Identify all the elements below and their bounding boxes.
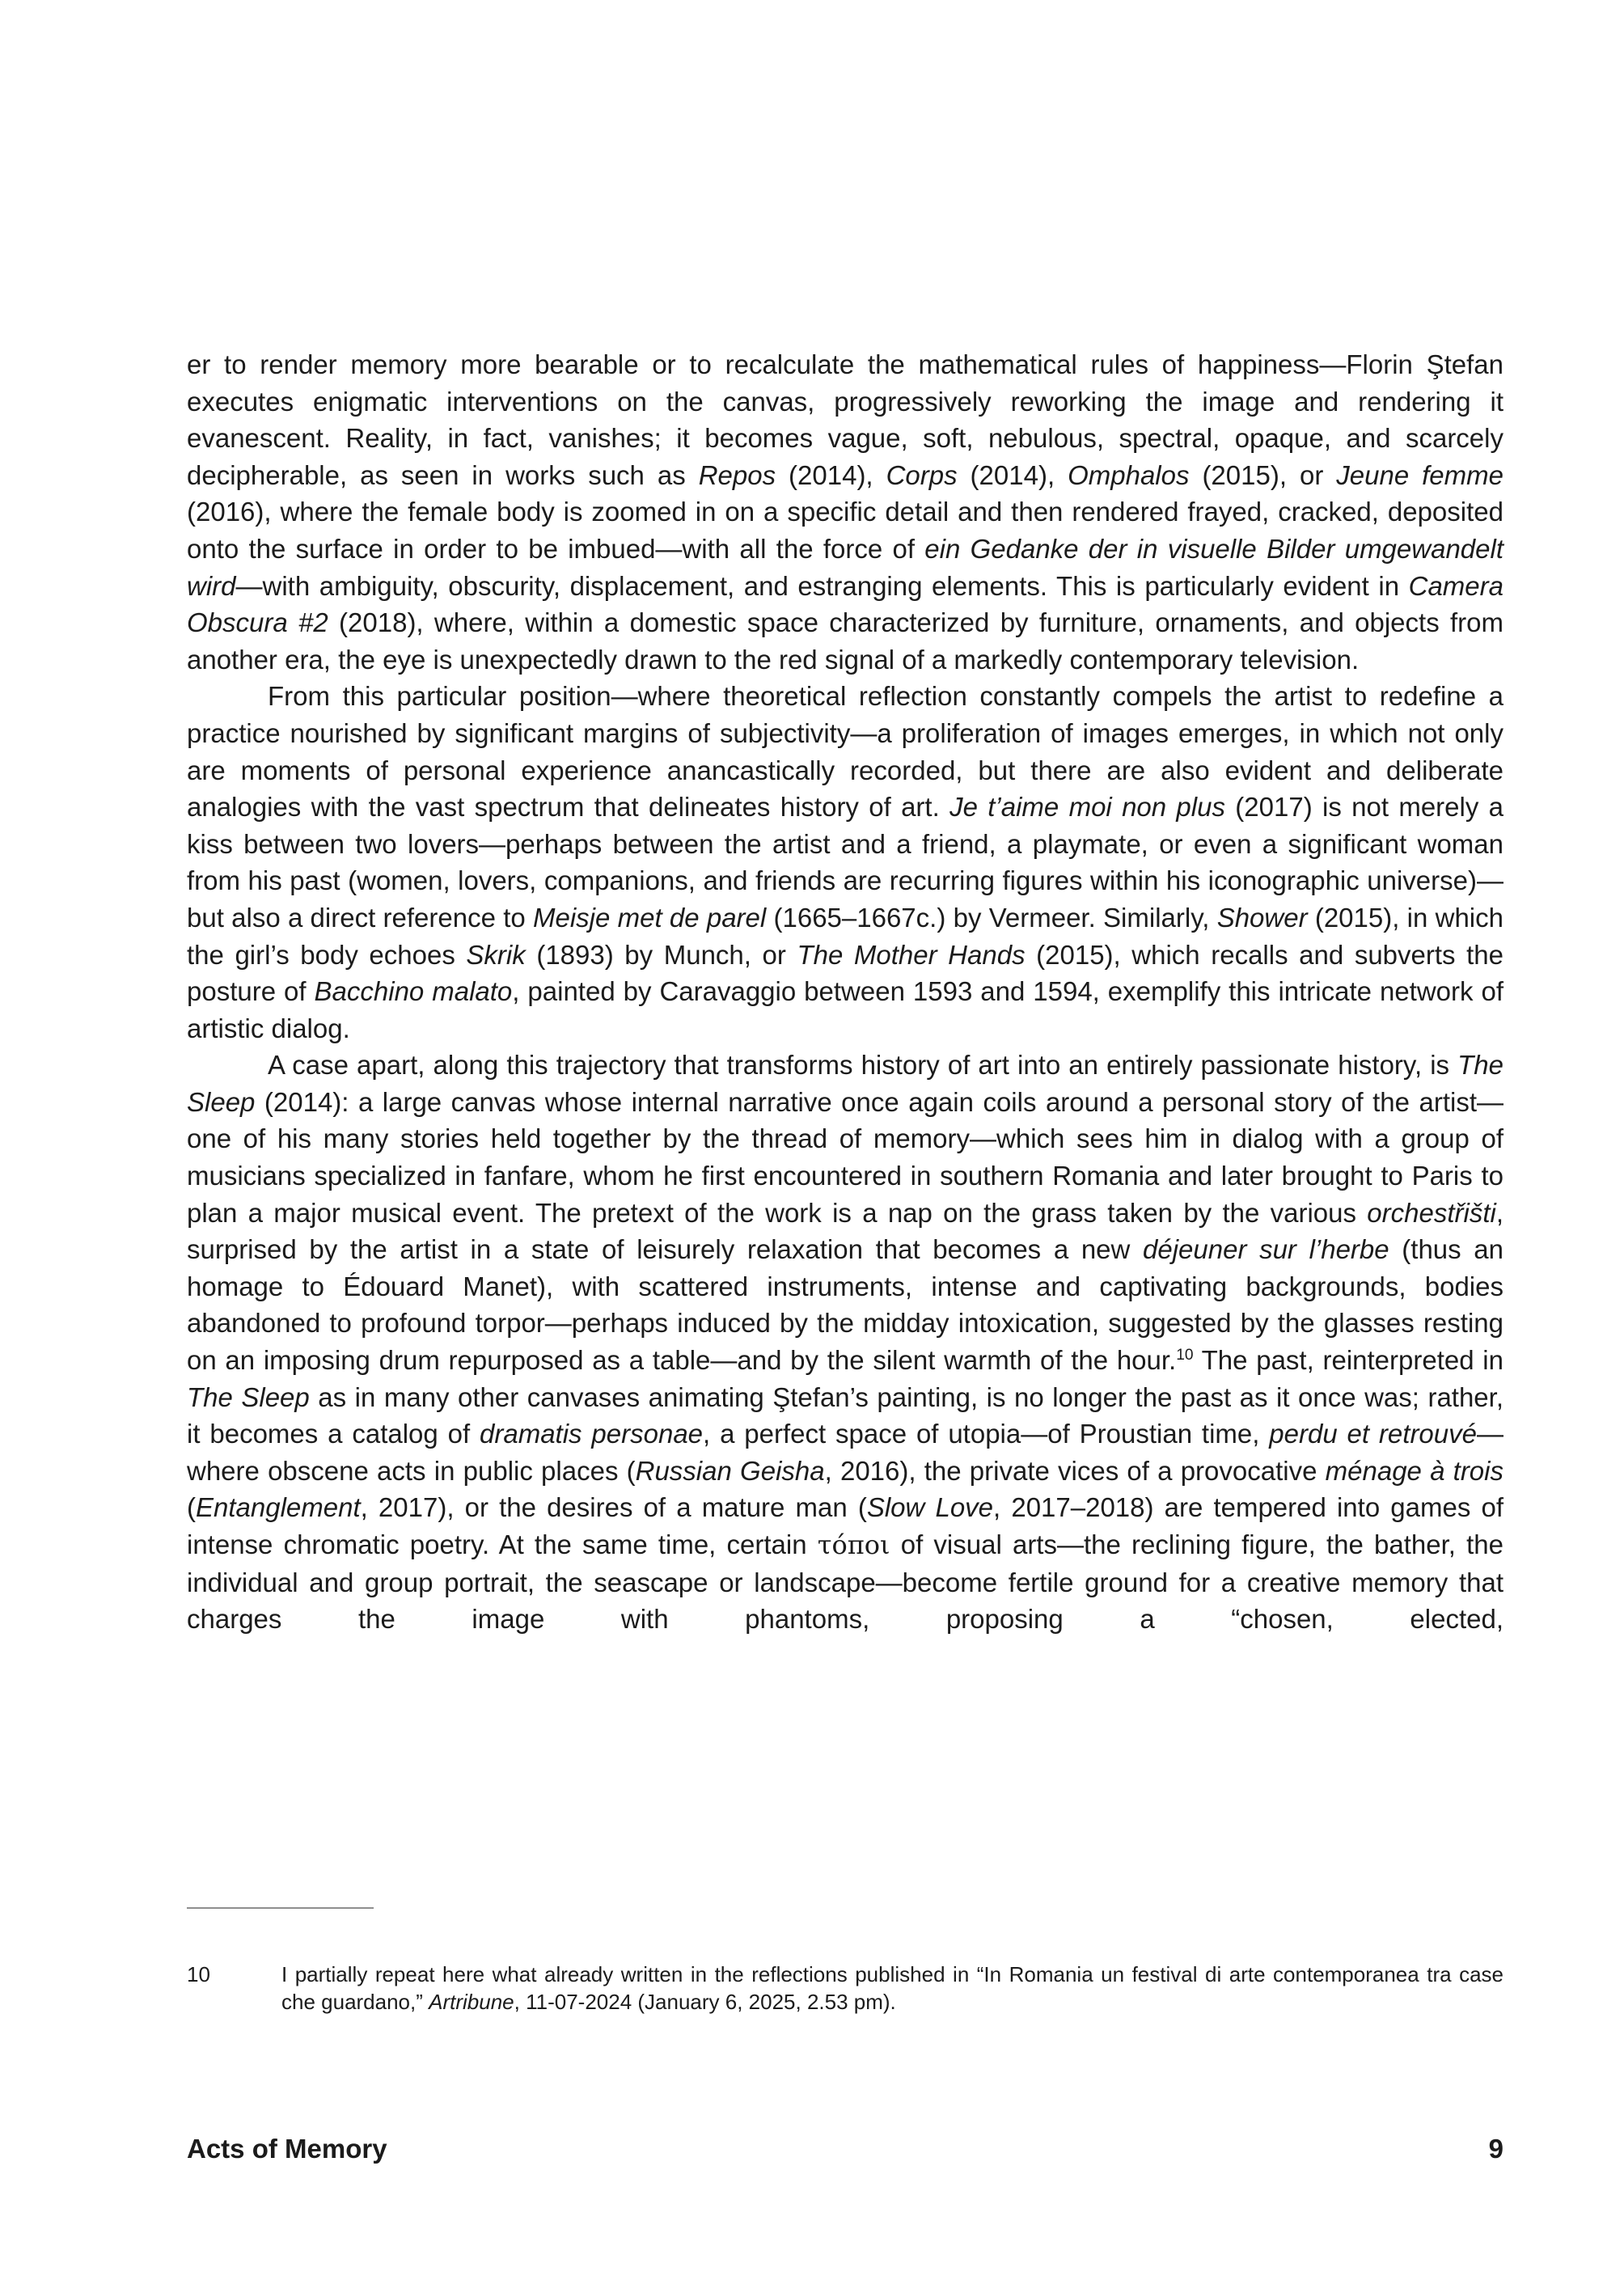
italic-text: Jeune femme <box>1336 459 1503 490</box>
italic-text: The Sleep <box>187 1381 310 1412</box>
paragraph: A case apart, along this trajectory that transforms history of art into an entirely passionate history, is The Sleep (2014): a large canvas whose internal narrative once again coils around a personal story of the artist—one of his many stories held together by the thread of memory—which sees him in dialog with a group of musicians specialized in fanfare, whom he first encountered in southern Romania and later brought to Paris to plan a major musical event. The pretext of the work is a nap on the grass taken by the various orchestřišti, surprised by the artist in a state of leisurely relaxation that becomes a new déjeuner sur l’herbe (thus an homage to Édouard Manet), with scattered instruments, intense and captivating backgrounds, bodies abandoned to profound torpor—perhaps induced by the midday intoxication, suggested by the glasses resting on an imposing drum repurposed as a table—and by the silent warmth of the hour.$^{10}$ The past, reinterpreted in The Sleep as in many other canvases animating Ştefan’s painting, is no longer the past as it once was; rather, it becomes a catalog of dramatis personae, a perfect space of utopia—of Proustian time, perdu et retrouvé—where obscene acts in public places (Russian Geisha, 2016), the private vices of a provocative ménage à trois (Entanglement, 2017), or the desires of a mature man (Slow Love, 2017–2018) are tempered into games of intense chromatic poetry. At the same time, certain τόποι of visual arts—the reclining figure, the bather, the individual and group portrait, the seascape or landscape—become fertile ground for a creative memory that charges the image with phantoms, proposing a “chosen, elected, <box>187 1050 1504 1635</box>
italic-text: Meisje met de parel <box>532 902 767 933</box>
italic-text: The Sleep <box>187 1050 1503 1117</box>
italic-text: The Mother Hands <box>797 939 1026 970</box>
italic-text: perdu et retrouvé <box>1269 1419 1477 1449</box>
paragraph: er to render memory more bearable or to recalculate the mathematical rules of happiness—Florin Ştefan executes enigmatic interventions on the canvas, progressively reworking the image and rendering it evanescent. Reality, in fact, vanishes; it becomes vague, soft, nebulous, spectral, opaque, and scarcely decipherable, as seen in works such as Repos (2014), Corps (2014), Omphalos (2015), or Jeune femme (2016), where the female body is zoomed in on a specific detail and then rendered frayed, cracked, deposited onto the surface in order to be imbued—with all the force of ein Gedanke der in visuelle Bilder umgewandelt wird—with ambiguity, obscurity, displacement, and estranging elements. This is particularly evident in Camera Obscura #2 (2018), where, within a domestic space characterized by furniture, ornaments, and objects from another era, the eye is unexpectedly drawn to the red signal of a markedly contemporary television. <box>187 349 1504 675</box>
footnote-section <box>187 1907 1503 2016</box>
italic-text: Omphalos <box>1068 459 1190 490</box>
greek-text: τόποι <box>817 1529 890 1560</box>
text-block <box>187 346 1503 1638</box>
italic-text: Slow Love <box>866 1492 994 1523</box>
italic-text: déjeuner sur l’herbe <box>1143 1234 1389 1265</box>
footnote-divider <box>187 1907 374 1909</box>
italic-text: Artribune <box>429 1990 514 2014</box>
italic-text: Shower <box>1216 902 1308 933</box>
italic-text: Entanglement <box>196 1492 361 1523</box>
italic-text: ménage à trois <box>1325 1455 1503 1486</box>
italic-text: Skrik <box>466 939 526 970</box>
running-title: Acts of Memory <box>187 2134 387 2164</box>
italic-text: dramatis personae <box>480 1419 704 1449</box>
paragraph: From this particular position—where theoretical reflection constantly compels the artist to redefine a practice nourished by significant margins of subjectivity—a proliferation of images emerges, in which not only are moments of personal experience anancastically recorded, but there are also evident and deliberate analogies with the vast spectrum that delineates history of art. Je t’aime moi non plus (2017) is not merely a kiss between two lovers—perhaps between the artist and a friend, a playmate, or even a significant woman from his past (women, lovers, companions, and friends are recurring figures within his iconographic universe)—but also a direct reference to Meisje met de parel (1665–1667c.) by Vermeer. Similarly, Shower (2015), in which the girl’s body echoes Skrik (1893) by Munch, or The Mother Hands (2015), which recalls and subverts the posture of Bacchino malato, painted by Caravaggio between 1593 and 1594, exemplify this intricate network of artistic dialog. <box>187 681 1504 1043</box>
italic-text: Repos <box>698 459 776 490</box>
footnote-text: I partially repeat here what already written in the reflections published in “In Romania un festival di arte contemporanea tra case che guardano,” Artribune, 11-07-2024 (January 6, 2025, 2.53 pm). <box>281 1962 1503 2014</box>
footnote <box>187 1961 1503 2016</box>
italic-text: Bacchino malato <box>314 976 513 1007</box>
page-number: 9 <box>1488 2134 1503 2164</box>
page-footer <box>187 2134 1503 2164</box>
italic-text: ein Gedanke der in visuelle Bilder umgewandelt wird <box>187 533 1504 601</box>
footnote-number: 10 <box>187 1962 210 1986</box>
italic-text: Camera Obscura #2 <box>187 570 1503 638</box>
italic-text: orchestřišti <box>1367 1197 1496 1228</box>
italic-text: Corps <box>886 459 958 490</box>
footnote-reference: 10 <box>1176 1347 1194 1364</box>
italic-text: Russian Geisha <box>635 1455 825 1486</box>
italic-text: Je t’aime moi non plus <box>949 792 1225 823</box>
